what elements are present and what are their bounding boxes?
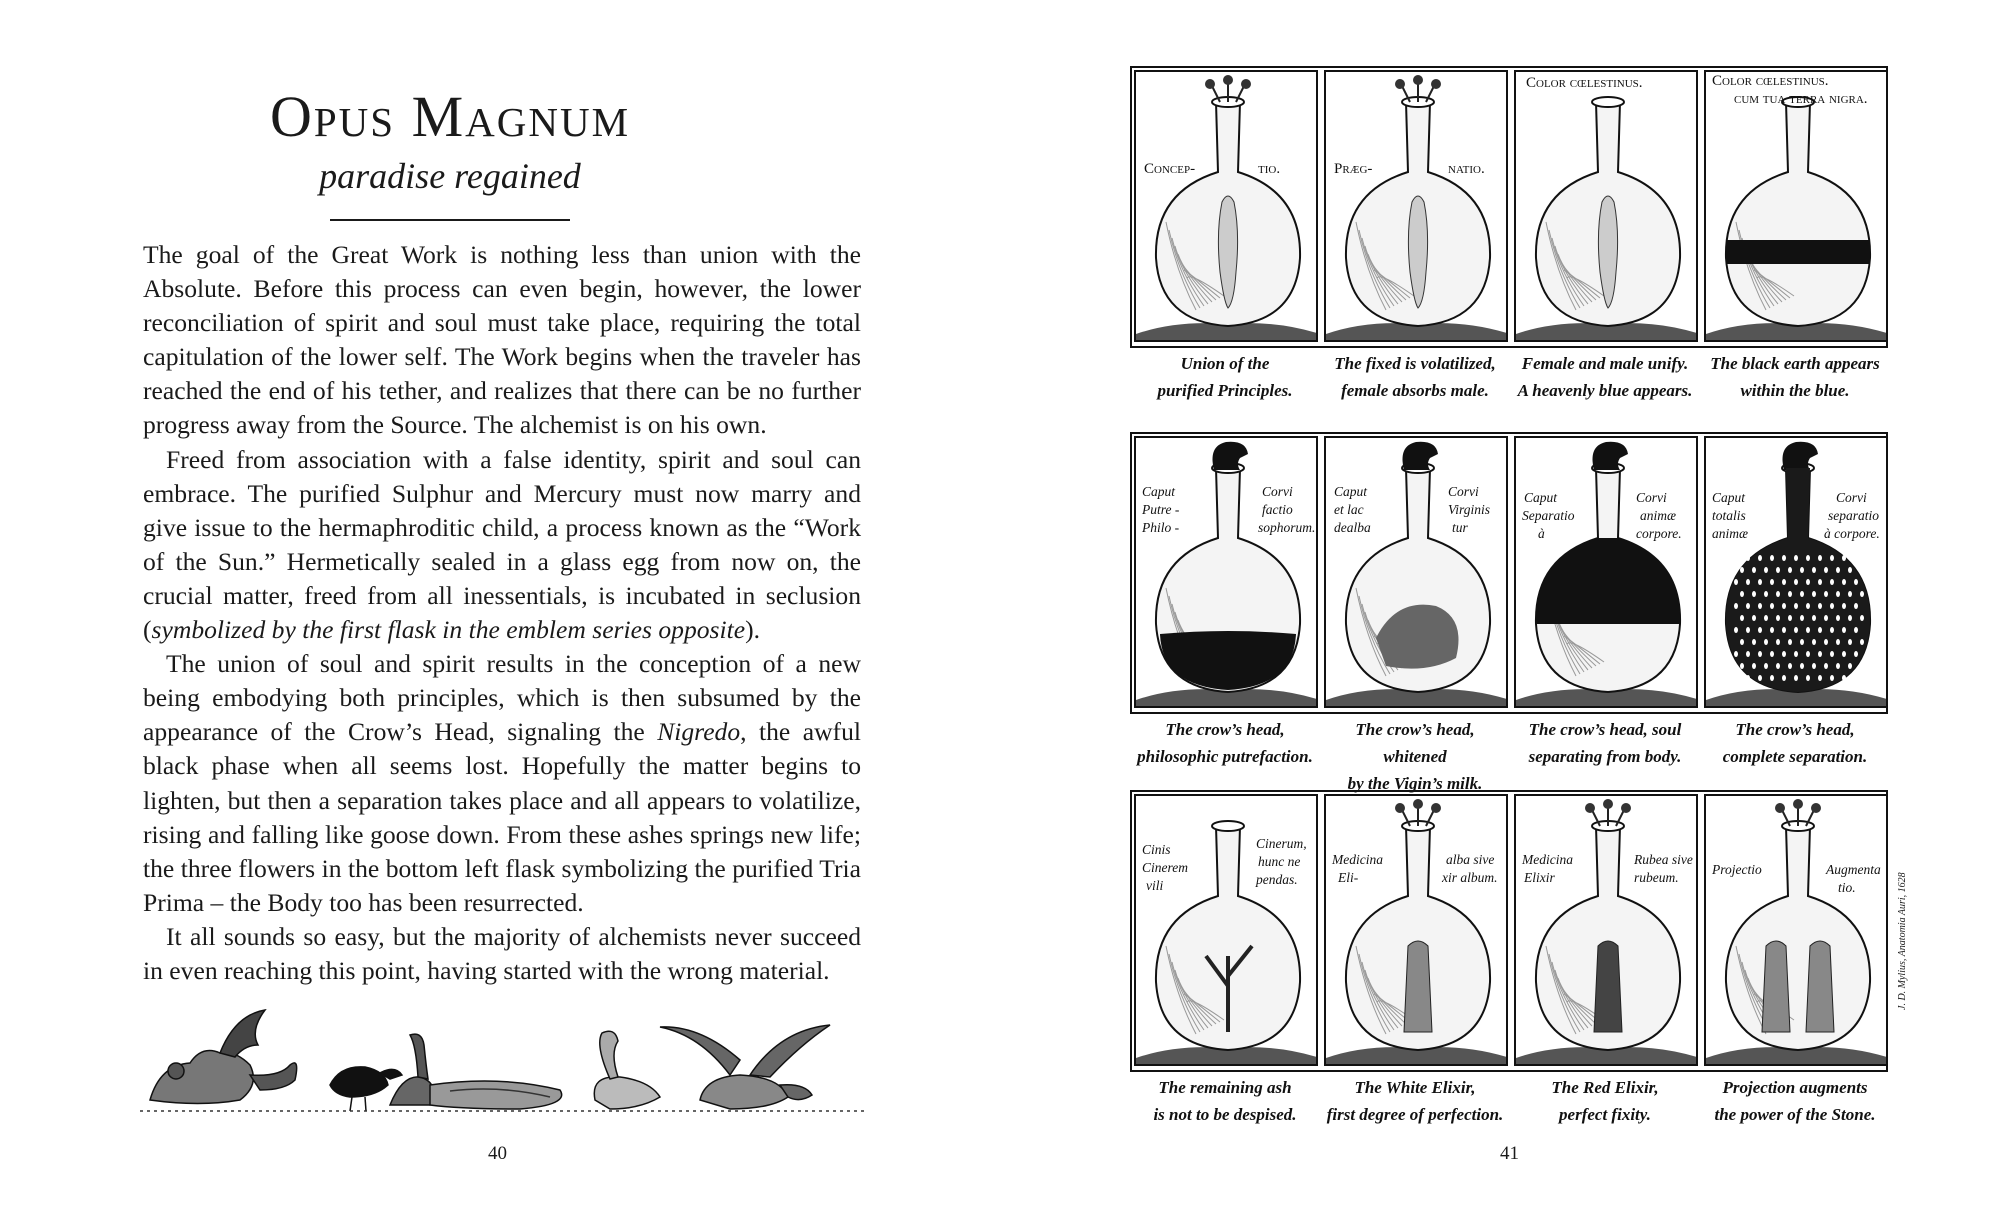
emblem-label: Rubea sive bbox=[1634, 852, 1693, 867]
emblem-label: Concep- bbox=[1144, 161, 1196, 177]
emblem-panel bbox=[1514, 794, 1698, 1066]
emblem-label: Caput bbox=[1524, 490, 1558, 505]
emblem-label: Medicina bbox=[1522, 852, 1573, 867]
creatures-frieze-illustration bbox=[140, 1005, 866, 1115]
emblem-label: separatio bbox=[1828, 508, 1880, 523]
flask-illustration bbox=[1706, 97, 1888, 342]
page-number-right: 41 bbox=[1500, 1143, 1519, 1164]
emblem-label: sophorum. bbox=[1258, 520, 1316, 535]
emblem-label: vili bbox=[1146, 878, 1164, 893]
emblem-panel bbox=[1134, 70, 1318, 342]
emblem-caption bbox=[1322, 1074, 1508, 1128]
paragraph-2-italic: symbolized by the first flask in the emblem series opposite bbox=[151, 615, 746, 645]
flask-illustration bbox=[1516, 97, 1698, 342]
caption-line: perfect fixity. bbox=[1559, 1105, 1651, 1124]
emblem-caption bbox=[1702, 1074, 1888, 1128]
caption-line: first degree of perfection. bbox=[1326, 1105, 1504, 1124]
flask-illustration bbox=[1516, 442, 1698, 708]
paragraph-1-text: The goal of the Great Work is nothing less than union with the Absolute. Before this process can even begin, however, the lower reconciliation of spirit and soul must take place, requiring the total capitulation of the lower self. The Work begins when the traveler has reached the end of his tether, and realizes that there can be no further progress away from the Source. The alchemist is on his own. bbox=[143, 240, 861, 440]
emblem-label: Corvi bbox=[1262, 484, 1293, 499]
emblem-label: Projectio bbox=[1712, 862, 1762, 877]
emblem-label: Elixir bbox=[1524, 870, 1555, 885]
caption-line: Projection augments bbox=[1722, 1078, 1868, 1097]
emblem-panel bbox=[1134, 794, 1318, 1066]
emblem-label: Medicina bbox=[1332, 852, 1383, 867]
paragraph-2 bbox=[143, 443, 861, 648]
emblem-label: animæ bbox=[1712, 526, 1749, 541]
dragon-icon bbox=[150, 1010, 297, 1104]
swan-icon bbox=[594, 1031, 660, 1109]
emblem-caption bbox=[1512, 716, 1698, 770]
emblem-label: hunc ne bbox=[1258, 854, 1301, 869]
title-divider bbox=[330, 219, 570, 221]
emblem-label: Color cœlestinus. bbox=[1526, 75, 1643, 91]
caption-line: purified Principles. bbox=[1157, 381, 1293, 400]
emblem-caption bbox=[1322, 350, 1508, 404]
emblem-panel bbox=[1324, 436, 1508, 708]
emblem-label: à corpore. bbox=[1824, 526, 1880, 541]
emblem-label: tio. bbox=[1838, 880, 1856, 895]
king-figure-icon bbox=[1806, 941, 1834, 1032]
emblem-label: animæ bbox=[1640, 508, 1677, 523]
king-figure-icon bbox=[1762, 941, 1790, 1032]
emblem-label: rubeum. bbox=[1634, 870, 1679, 885]
flower-icon bbox=[1205, 75, 1251, 102]
page-subtitle: paradise regained bbox=[319, 156, 581, 196]
body-text bbox=[143, 238, 861, 988]
emblem-panel bbox=[1514, 70, 1698, 342]
flower-icon bbox=[1395, 75, 1441, 102]
flower-icon bbox=[1775, 799, 1821, 826]
paragraph-3-text: The union of soul and spirit results in the conception of a new being embodying both principles, which is then subsumed by the appearance of the Crow’s Head, signaling the bbox=[143, 649, 861, 747]
flask-illustration bbox=[1706, 442, 1888, 708]
emblem-panel bbox=[1514, 436, 1698, 708]
emblem-label: tio. bbox=[1258, 161, 1281, 177]
flask-illustration bbox=[1326, 75, 1508, 342]
emblem-label: Cinerem bbox=[1142, 860, 1188, 875]
emblem-panel bbox=[1704, 794, 1888, 1066]
paragraph-4-text: It all sounds so easy, but the majority of alchemists never succeed in even reaching this point, having started with the wrong material. bbox=[143, 921, 861, 985]
emblem-label: xir album. bbox=[1442, 870, 1498, 885]
flask-illustration bbox=[1706, 799, 1888, 1066]
caption-line: female absorbs male. bbox=[1341, 381, 1489, 400]
paragraph-2-end: ). bbox=[745, 615, 760, 645]
emblem-label: Cinerum, bbox=[1256, 836, 1307, 851]
caption-line: complete separation. bbox=[1722, 747, 1868, 766]
flower-icon bbox=[1585, 799, 1631, 826]
caption-line: philosophic putrefaction. bbox=[1137, 747, 1313, 766]
caption-line: The remaining ash bbox=[1158, 1078, 1292, 1097]
emblem-label: Cinis bbox=[1142, 842, 1171, 857]
emblem-label: et lac bbox=[1334, 502, 1364, 517]
flask-illustration bbox=[1136, 75, 1318, 342]
caption-line: A heavenly blue appears. bbox=[1517, 381, 1693, 400]
emblem-label: Separatio bbox=[1522, 508, 1575, 523]
caption-line: separating from body. bbox=[1528, 747, 1682, 766]
emblem-label: alba sive bbox=[1446, 852, 1495, 867]
emblem-caption bbox=[1132, 1074, 1318, 1128]
griffin-bird-icon bbox=[660, 1025, 830, 1109]
emblem-label: Color cœlestinus. bbox=[1712, 73, 1829, 89]
flask-illustration bbox=[1136, 442, 1318, 708]
emblem-caption bbox=[1702, 350, 1888, 404]
emblem-label: Virginis bbox=[1448, 502, 1491, 517]
emblem-label: Caput bbox=[1142, 484, 1176, 499]
caption-line: The crow’s head, bbox=[1735, 720, 1855, 739]
king-figure-icon bbox=[1404, 941, 1432, 1032]
caption-line: Union of the bbox=[1180, 354, 1270, 373]
emblem-label: Corvi bbox=[1636, 490, 1667, 505]
paragraph-3-end: , the awful black phase when all seems lost. Hopefully the matter begins to lighten, but then a separation takes place and all appears to volatilize, rising and falling like goose down. From these ashes springs new life; the three flowers in the bottom left flask symbolizing the purified Tria Prima – the Body too has been resurrected. bbox=[143, 717, 861, 917]
flask-illustration bbox=[1516, 799, 1698, 1066]
caption-line: The crow’s head, bbox=[1165, 720, 1285, 739]
emblem-label: Præg- bbox=[1334, 161, 1373, 177]
flask-illustration bbox=[1326, 442, 1508, 708]
emblem-label: totalis bbox=[1712, 508, 1746, 523]
emblem-panel bbox=[1324, 70, 1508, 342]
emblem-label: Philo - bbox=[1142, 520, 1180, 535]
emblem-label: Augmenta bbox=[1826, 862, 1881, 877]
caption-line: Female and male unify. bbox=[1521, 354, 1689, 373]
emblem-label: cum tua terra nigra. bbox=[1734, 91, 1868, 107]
caption-line: The fixed is volatilized, bbox=[1334, 354, 1496, 373]
emblem-caption bbox=[1322, 716, 1508, 797]
caption-line: The black earth appears bbox=[1710, 354, 1880, 373]
caption-line: The crow’s head, whitened bbox=[1355, 720, 1475, 766]
emblem-caption bbox=[1132, 716, 1318, 770]
emblem-label: corpore. bbox=[1636, 526, 1682, 541]
emblem-panel bbox=[1134, 436, 1318, 708]
emblem-panel bbox=[1704, 436, 1888, 708]
page-number-left: 40 bbox=[488, 1143, 507, 1164]
caption-line: The Red Elixir, bbox=[1551, 1078, 1659, 1097]
emblem-caption bbox=[1512, 1074, 1698, 1128]
emblem-label: à bbox=[1538, 526, 1545, 541]
paragraph-3-italic: Nigredo bbox=[657, 717, 741, 747]
page-title: Opus Magnum bbox=[269, 84, 631, 149]
emblem-caption bbox=[1132, 350, 1318, 404]
emblem-label: natio. bbox=[1448, 161, 1485, 177]
caption-line: The White Elixir, bbox=[1354, 1078, 1476, 1097]
emblem-panel bbox=[1324, 794, 1508, 1066]
paragraph-4 bbox=[143, 920, 861, 988]
emblem-label: Caput bbox=[1334, 484, 1368, 499]
emblem-label: Eli- bbox=[1338, 870, 1359, 885]
paragraph-1 bbox=[143, 238, 861, 443]
peacock-icon bbox=[390, 1034, 562, 1109]
emblem-label: Corvi bbox=[1836, 490, 1867, 505]
king-figure-icon bbox=[1594, 941, 1622, 1032]
caption-line: within the blue. bbox=[1740, 381, 1850, 400]
caption-line: the power of the Stone. bbox=[1714, 1105, 1876, 1124]
emblem-label: Corvi bbox=[1448, 484, 1479, 499]
caption-line: The crow’s head, soul bbox=[1528, 720, 1682, 739]
emblem-label: pendas. bbox=[1256, 872, 1298, 887]
paragraph-2-text: Freed from association with a false identity, spirit and soul can embrace. The purified Sulphur and Mercury must now marry and give issue to the hermaphroditic child, a process known as the “Work of the Sun.” Hermetically sealed in a glass egg from now on, the crucial matter, freed from all inessentials, is incubated in seclusion ( bbox=[143, 444, 861, 645]
flower-icon bbox=[1395, 799, 1441, 826]
emblem-label: tur bbox=[1452, 520, 1468, 535]
image-credit: J. D. Mylius, Anatomia Auri, 1628 bbox=[1897, 872, 1908, 1010]
emblem-panel bbox=[1704, 70, 1888, 342]
emblem-label: Putre - bbox=[1142, 502, 1180, 517]
emblem-label: factio bbox=[1262, 502, 1293, 517]
emblem-label: Caput bbox=[1712, 490, 1746, 505]
emblem-caption bbox=[1512, 350, 1698, 404]
caption-line: by the Vigin’s milk. bbox=[1347, 774, 1483, 793]
paragraph-3 bbox=[143, 647, 861, 920]
caption-line: is not to be despised. bbox=[1153, 1105, 1297, 1124]
emblem-label: dealba bbox=[1334, 520, 1371, 535]
emblem-caption bbox=[1702, 716, 1888, 770]
flask-illustration bbox=[1326, 799, 1508, 1066]
